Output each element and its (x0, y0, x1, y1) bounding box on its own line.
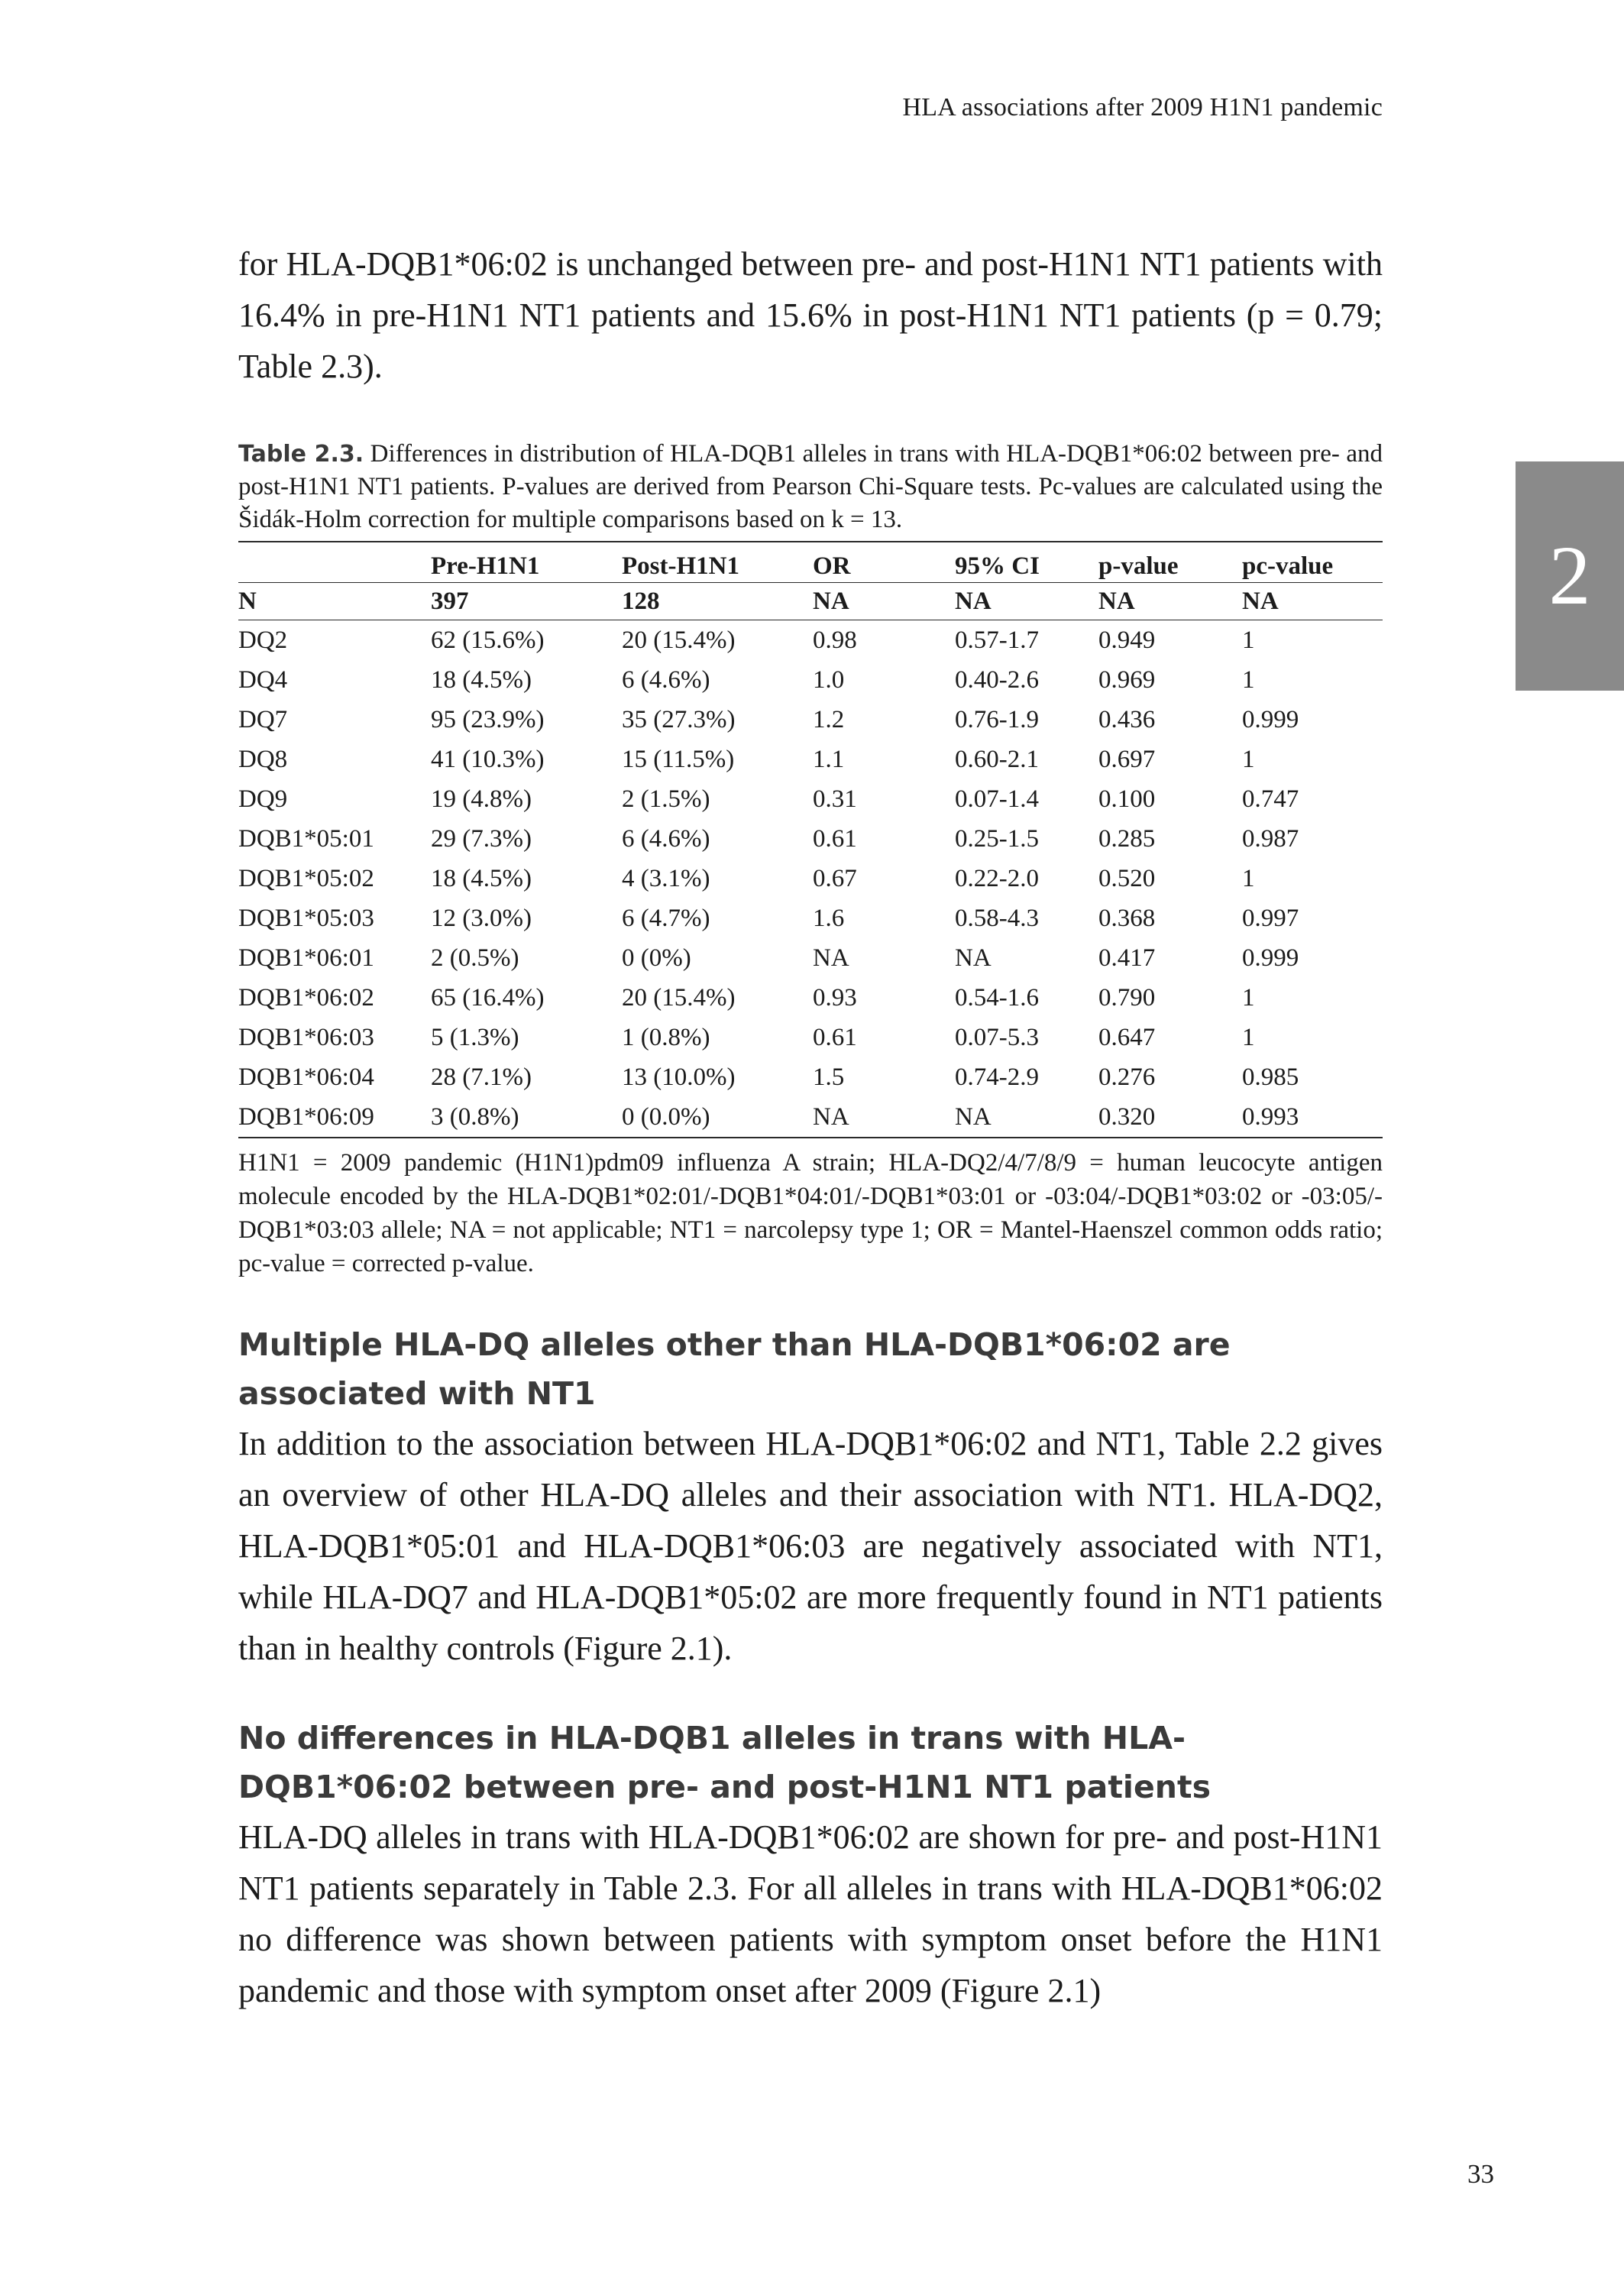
table-cell: NA (1098, 583, 1242, 620)
table-cell: 0 (0%) (622, 944, 691, 972)
table-header-row (238, 542, 1383, 583)
table-cell: 0.54-1.6 (955, 983, 1039, 1012)
column-header: OR (813, 542, 955, 583)
table-cell: NA (955, 583, 1098, 620)
table-cell: 6 (4.6%) (622, 665, 710, 694)
page-number: 33 (1467, 2159, 1494, 2189)
table-cell: 6 (4.6%) (622, 824, 710, 853)
table-cell: 0.98 (813, 626, 857, 654)
table-cell: 15 (11.5%) (622, 745, 735, 773)
table-label: Table 2.3. (238, 441, 364, 468)
table-cell: 6 (4.7%) (622, 904, 710, 932)
table-cell: DQ2 (238, 626, 288, 654)
table-cell: 1 (1242, 864, 1255, 892)
table-cell: 5 (1.3%) (431, 1023, 519, 1051)
table-cell: 0.07-1.4 (955, 785, 1039, 813)
table-cell: 0.31 (813, 785, 857, 813)
table-cell: 0.368 (1098, 904, 1156, 932)
table-cell: NA (955, 1102, 992, 1131)
column-header: p-value (1098, 542, 1242, 583)
column-header (238, 542, 431, 583)
page-content (238, 238, 1383, 2016)
table-cell: 13 (10.0%) (622, 1063, 736, 1091)
table-cell: 1 (1242, 626, 1255, 654)
table-cell: 0.285 (1098, 824, 1156, 853)
table-row (238, 1097, 1383, 1138)
table-caption-text: Differences in distribution of HLA-DQB1 alleles in trans with HLA-DQB1*06:02 between pre- and post-H1N1 NT1 patients. P-values are derived from Pearson Chi-Square tests. Pc-values are calculated using the Šidák-Holm correction for multiple comparisons based on k = 13. (238, 440, 1383, 533)
table-cell: 0.647 (1098, 1023, 1156, 1051)
table-cell: 0.58-4.3 (955, 904, 1039, 932)
intro-paragraph: for HLA-DQB1*06:02 is unchanged between pre- and post-H1N1 NT1 patients with 16.4% in pre-H1N1 NT1 patients and 15.6% in post-H1N1 NT1 patients (p = 0.79; Table 2.3). (238, 245, 1383, 385)
table-cell: 0.25-1.5 (955, 824, 1039, 853)
table-cell: 2 (1.5%) (622, 785, 710, 813)
table-cell: 95 (23.9%) (431, 705, 545, 733)
column-header: Pre-H1N1 (431, 542, 622, 583)
table-cell: DQB1*05:03 (238, 904, 374, 932)
table-row (238, 740, 1383, 779)
table-cell: 0.417 (1098, 944, 1156, 972)
table-cell: 0.697 (1098, 745, 1156, 773)
table-footnote: H1N1 = 2009 pandemic (H1N1)pdm09 influenza A strain; HLA-DQ2/4/7/8/9 = human leucocyte antigen molecule encoded by the HLA-DQB1*02:01/-DQB1*04:01/-DQB1*03:01 or -03:04/-DQB1*03:02 or -03:05/-DQB1*03:03 allele; NA = not applicable; NT1 = narcolepsy type 1; OR = Mantel-Haenszel common odds ratio; pc-value = corrected p-value. (238, 1149, 1383, 1277)
table-cell: 0.100 (1098, 785, 1156, 813)
table-cell: 0.76-1.9 (955, 705, 1039, 733)
column-header: 95% CI (955, 542, 1098, 583)
table-row (238, 1057, 1383, 1097)
allele-table (238, 541, 1383, 1138)
table-caption (238, 438, 1383, 536)
table-row (238, 859, 1383, 898)
table-cell: 0.276 (1098, 1063, 1156, 1091)
table-cell: 65 (16.4%) (431, 983, 545, 1012)
table-cell: DQB1*06:04 (238, 1063, 374, 1091)
table-cell: DQB1*06:09 (238, 1102, 374, 1131)
table-cell: 1.2 (813, 705, 845, 733)
table-cell: 0.999 (1242, 705, 1299, 733)
table-cell: 1 (1242, 665, 1255, 694)
table-cell: 0 (0.0%) (622, 1102, 710, 1131)
table-cell: DQ7 (238, 705, 288, 733)
table-cell: NA (813, 1102, 849, 1131)
table-cell: 128 (622, 583, 813, 620)
table-cell: 0.987 (1242, 824, 1299, 853)
table-cell: DQ4 (238, 665, 288, 694)
table-cell: 0.22-2.0 (955, 864, 1039, 892)
table-cell: NA (813, 583, 955, 620)
table-cell: 1 (1242, 983, 1255, 1012)
table-row (238, 938, 1383, 978)
table-cell: 1.0 (813, 665, 845, 694)
table-row (238, 779, 1383, 819)
table-row (238, 819, 1383, 859)
table-cell: DQB1*05:01 (238, 824, 374, 853)
table-cell: 20 (15.4%) (622, 983, 736, 1012)
table-cell: 12 (3.0%) (431, 904, 532, 932)
table-cell: 0.67 (813, 864, 857, 892)
table-cell: 0.997 (1242, 904, 1299, 932)
table-cell: 0.999 (1242, 944, 1299, 972)
table-row (238, 700, 1383, 740)
table-cell: DQB1*06:03 (238, 1023, 374, 1051)
column-header: Post-H1N1 (622, 542, 813, 583)
table-cell: 1 (1242, 1023, 1255, 1051)
table-cell: 0.07-5.3 (955, 1023, 1039, 1051)
table-cell: 1.6 (813, 904, 845, 932)
table-cell: 0.40-2.6 (955, 665, 1039, 694)
section-body-1: In addition to the association between HLA-DQB1*06:02 and NT1, Table 2.2 gives an overview of other HLA-DQ alleles and their association with NT1. HLA-DQ2, HLA-DQB1*05:01 and HLA-DQB1*06:03 are negatively associated with NT1, while HLA-DQ7 and HLA-DQB1*05:02 are more frequently found in NT1 patients than in healthy controls (Figure 2.1). (238, 1425, 1383, 1667)
table-cell: 3 (0.8%) (431, 1102, 519, 1131)
table-cell: 0.57-1.7 (955, 626, 1039, 654)
table-cell: 0.969 (1098, 665, 1156, 694)
table-cell: DQ9 (238, 785, 288, 813)
table-cell: 0.61 (813, 824, 857, 853)
table-cell: DQ8 (238, 745, 288, 773)
table-row (238, 978, 1383, 1018)
table-cell: 29 (7.3%) (431, 824, 532, 853)
table-cell: 62 (15.6%) (431, 626, 545, 654)
table-row (238, 620, 1383, 661)
table-row (238, 898, 1383, 938)
table-cell: 0.985 (1242, 1063, 1299, 1091)
table-cell: 1.5 (813, 1063, 845, 1091)
table-cell: DQB1*06:02 (238, 983, 374, 1012)
table-cell: 28 (7.1%) (431, 1063, 532, 1091)
table-cell: 397 (431, 583, 622, 620)
table-cell: DQB1*05:02 (238, 864, 374, 892)
table-cell: 0.949 (1098, 626, 1156, 654)
table-cell: N (238, 583, 431, 620)
table-cell: 0.320 (1098, 1102, 1156, 1131)
table-cell: 1 (0.8%) (622, 1023, 710, 1051)
table-cell: 4 (3.1%) (622, 864, 710, 892)
section-heading-1: Multiple HLA-DQ alleles other than HLA-DQB1*06:02 are associated with NT1 (238, 1326, 1231, 1412)
table-cell: NA (813, 944, 849, 972)
table-cell: 0.74-2.9 (955, 1063, 1039, 1091)
table-cell: 1 (1242, 745, 1255, 773)
table-cell: 0.747 (1242, 785, 1299, 813)
table-n-row (238, 583, 1383, 620)
table-cell: 19 (4.8%) (431, 785, 532, 813)
table-cell: 35 (27.3%) (622, 705, 736, 733)
section-body-2: HLA-DQ alleles in trans with HLA-DQB1*06:02 are shown for pre- and post-H1N1 NT1 patients separately in Table 2.3. For all alleles in trans with HLA-DQB1*06:02 no difference was shown between patients with symptom onset before the H1N1 pandemic and those with symptom onset after 2009 (Figure 2.1) (238, 1818, 1383, 2009)
table-cell: 41 (10.3%) (431, 745, 545, 773)
table-cell: 2 (0.5%) (431, 944, 519, 972)
table-cell: 20 (15.4%) (622, 626, 736, 654)
chapter-tab: 2 (1516, 461, 1624, 691)
table-cell: 18 (4.5%) (431, 864, 532, 892)
table-cell: 0.520 (1098, 864, 1156, 892)
table-cell: 0.60-2.1 (955, 745, 1039, 773)
table-cell: NA (955, 944, 992, 972)
table-row (238, 1018, 1383, 1057)
table-cell: NA (1242, 583, 1383, 620)
table-cell: 1.1 (813, 745, 845, 773)
table-cell: 0.61 (813, 1023, 857, 1051)
section-heading-2: No differences in HLA-DQB1 alleles in trans with HLA-DQB1*06:02 between pre- and post-H1N1 NT1 patients (238, 1720, 1211, 1805)
running-header: HLA associations after 2009 H1N1 pandemic (902, 93, 1383, 121)
table-cell: 0.93 (813, 983, 857, 1012)
table-cell: 0.790 (1098, 983, 1156, 1012)
column-header: pc-value (1242, 542, 1383, 583)
table-cell: 18 (4.5%) (431, 665, 532, 694)
table-cell: DQB1*06:01 (238, 944, 374, 972)
table-cell: 0.993 (1242, 1102, 1299, 1131)
table-cell: 0.436 (1098, 705, 1156, 733)
table-row (238, 660, 1383, 700)
